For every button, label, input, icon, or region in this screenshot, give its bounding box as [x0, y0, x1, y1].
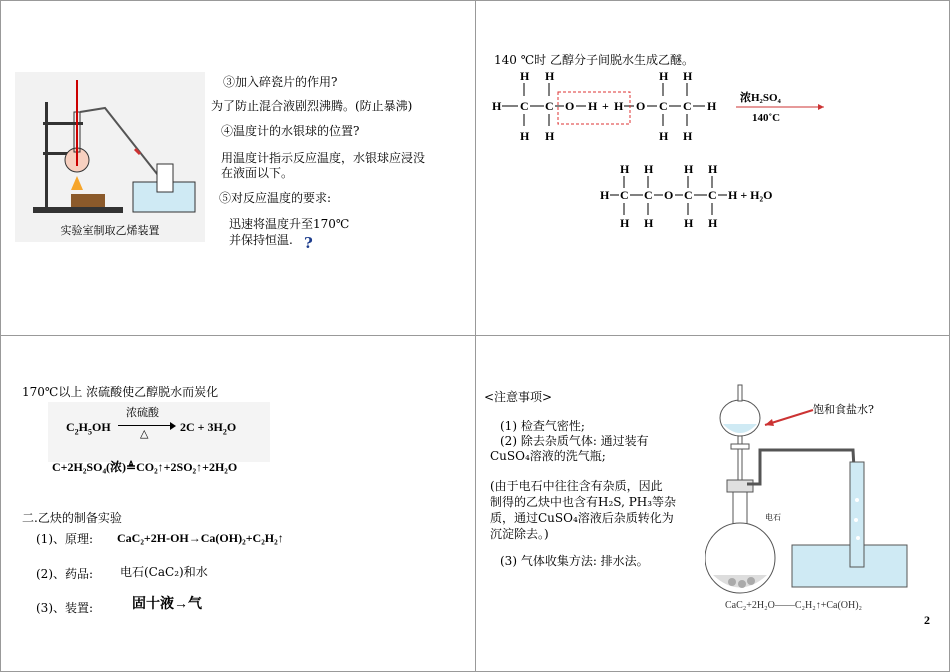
svg-text:H: H [683, 129, 693, 143]
svg-text:H: H [683, 69, 693, 83]
carbide-label: 电石 [765, 513, 781, 522]
svg-text:C: C [683, 99, 692, 113]
arrow-catalyst: 浓硫酸 [126, 406, 159, 419]
svg-text:C: C [659, 99, 668, 113]
svg-text:C: C [545, 99, 554, 113]
note-2: (2) 除去杂质气体: 通过装有 [500, 434, 649, 448]
svg-text:H: H [659, 129, 669, 143]
vertical-divider [475, 0, 476, 672]
notes-heading: <注意事项> [484, 390, 553, 404]
svg-text:C: C [644, 188, 653, 202]
reaction-arrow [118, 425, 174, 426]
acetylene-equation: CaC₂+2H₂O——C₂H₂↑+Ca(OH)₂ [725, 600, 863, 611]
svg-text:H: H [545, 69, 555, 83]
svg-text:H: H [708, 162, 718, 176]
svg-text:H: H [588, 99, 598, 113]
item-3: ③加入碎瓷片的作用? [223, 75, 338, 89]
note-3-line-4: 沉淀除去。) [490, 527, 549, 541]
apparatus-label: (3)、装置: [36, 601, 94, 615]
note-3-line-3: 质，通过CuSO₄溶液后杂质转化为 [490, 511, 674, 525]
svg-text:H: H [684, 162, 694, 176]
ethanol-pair-structure [492, 69, 717, 143]
answer-5-line-2: 并保持恒温. [229, 233, 293, 247]
equation-1-product: $2C + 3H_2O$ [180, 420, 237, 437]
reagents-label: (2)、药品: [36, 567, 94, 581]
ethylene-apparatus-figure [15, 72, 205, 242]
equation-2: C+2H₂SO₄(浓)≜CO₂↑+2SO₂↑+2H₂O [52, 460, 238, 474]
callout-saline: 饱和食盐水? [813, 403, 874, 416]
question-mark-icon: ? [304, 234, 313, 252]
svg-text:H + H₂O: H + H₂O [728, 188, 773, 202]
diethyl-ether-structure [600, 162, 772, 230]
svg-text:O: O [664, 188, 674, 202]
ether-condition-top: 浓H₂SO₄ [740, 92, 781, 104]
svg-text:H: H [684, 216, 694, 230]
svg-text:O: O [565, 99, 575, 113]
svg-text:C: C [684, 188, 693, 202]
svg-text:O: O [636, 99, 646, 113]
note-4: (3) 气体收集方法: 排水法。 [500, 554, 649, 568]
svg-text:C: C [708, 188, 717, 202]
item-4: ④温度计的水银球的位置? [221, 124, 360, 138]
answer-4-line-1: 用温度计指示反应温度，水银球应浸没 [221, 151, 426, 165]
svg-text:H: H [707, 99, 717, 113]
svg-text:H: H [614, 99, 624, 113]
svg-text:H: H [545, 129, 555, 143]
heat-symbol: △ [140, 427, 149, 440]
note-2-cont: CuSO₄溶液的洗气瓶; [490, 449, 606, 463]
carbonization-heading: 170℃以上 浓硫酸使乙醇脱水而炭化 [22, 385, 219, 399]
reagents-text: 电石(CaC₂)和水 [120, 565, 208, 579]
acetylene-section-title: 二.乙炔的制备实验 [22, 511, 122, 525]
svg-text:H: H [520, 69, 530, 83]
horizontal-divider [0, 335, 950, 336]
answer-3: 为了防止混合液剧烈沸腾。(防止暴沸) [211, 99, 413, 113]
ether-heading: 140 ℃时 乙醇分子间脱水生成乙醚。 [494, 53, 694, 67]
note-3-line-2: 制得的乙炔中也含有H₂S, PH₃等杂 [490, 495, 677, 509]
ether-reaction-scheme [490, 68, 830, 238]
svg-text:H: H [620, 216, 630, 230]
svg-text:H: H [708, 216, 718, 230]
svg-text:H: H [520, 129, 530, 143]
svg-text:H: H [659, 69, 669, 83]
ether-condition-bottom: 140˚C [752, 112, 781, 124]
svg-text:H: H [600, 188, 610, 202]
principle-label: (1)、原理: [36, 532, 94, 546]
note-3-line-1: (由于电石中往往含有杂质，因此 [490, 479, 663, 493]
answer-5-line-1: 迅速将温度升至170℃ [229, 217, 350, 231]
equation-1-reactant: $C_2H_5OH$ [66, 420, 111, 437]
svg-text:C: C [620, 188, 629, 202]
page-number: 2 [924, 613, 930, 627]
item-5: ⑤对反应温度的要求: [219, 191, 332, 205]
svg-text:H: H [644, 216, 654, 230]
apparatus-type: 固十液→气 [132, 597, 202, 612]
reaction-arrow-head [170, 422, 176, 430]
svg-text:H: H [644, 162, 654, 176]
svg-text:H: H [620, 162, 630, 176]
acetylene-apparatus-figure [705, 380, 920, 615]
apparatus-caption: 实验室制取乙烯装置 [60, 224, 160, 237]
note-1: (1) 检查气密性; [500, 419, 585, 433]
svg-text:C: C [520, 99, 529, 113]
answer-4-line-2: 在液面以下。 [221, 166, 294, 180]
svg-text:+: + [602, 99, 609, 113]
svg-text:H: H [492, 99, 502, 113]
principle-equation: CaC₂+2H-OH→Ca(OH)₂+C₂H₂↑ [117, 531, 284, 545]
